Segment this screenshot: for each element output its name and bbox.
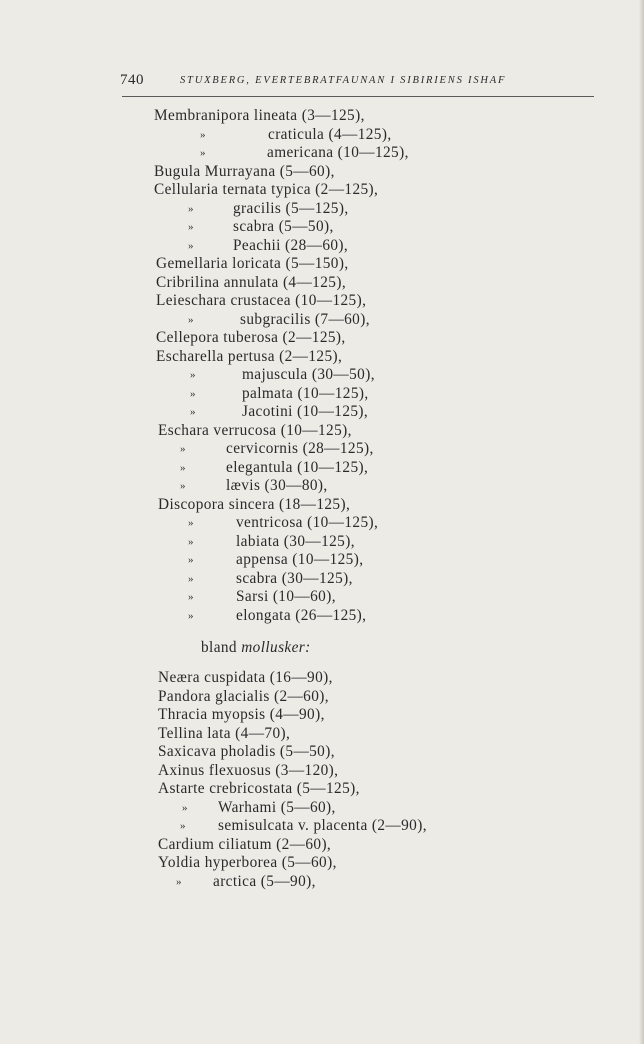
ditto-mark: » (188, 313, 194, 326)
species-name: Bugula Murrayana (5—60), (154, 162, 335, 180)
ditto-mark: » (188, 221, 194, 233)
species-name: scabra (5—50), (233, 218, 334, 235)
species-name: Sarsi (10—60), (236, 588, 336, 605)
bryozoa-entry (0, 255, 644, 274)
page-edge (639, 0, 644, 1044)
bryozoa-entry (0, 292, 644, 311)
mollusca-entry (0, 669, 644, 688)
mollusca-entry (0, 817, 644, 836)
mollusca-list (0, 669, 644, 891)
bryozoa-entry (0, 496, 644, 515)
species-name: palmata (10—125), (242, 384, 369, 402)
mollusca-entry (0, 688, 644, 707)
bryozoa-entry (0, 218, 644, 237)
species-name: Gemellaria loricata (5—150), (156, 255, 349, 272)
bryozoa-entry (0, 570, 644, 589)
species-name: Cellularia ternata typica (2—125), (154, 181, 379, 198)
mollusca-entry (0, 854, 644, 873)
species-name: Peachii (28—60), (233, 236, 349, 254)
species-list (0, 107, 644, 891)
species-name: Escharella pertusa (2—125), (156, 347, 343, 365)
bryozoa-entry (0, 237, 644, 256)
species-name: arctica (5—90), (213, 872, 316, 890)
species-name: Yoldia hyperborea (5—60), (158, 854, 337, 871)
mollusca-entry (0, 762, 644, 781)
bryozoa-entry (0, 107, 644, 126)
ditto-mark: » (190, 406, 196, 418)
bryozoa-entry (0, 477, 644, 496)
bryozoa-entry (0, 144, 644, 163)
bryozoa-entry (0, 422, 644, 441)
ditto-mark: » (188, 572, 194, 585)
mollusca-entry (0, 780, 644, 799)
species-name: scabra (30—125), (236, 569, 353, 587)
bryozoa-entry (0, 607, 644, 626)
species-name: gracilis (5—125), (233, 199, 349, 217)
bryozoa-entry (0, 200, 644, 219)
bryozoa-list (0, 107, 644, 625)
section-subheading (0, 637, 644, 659)
bryozoa-entry (0, 126, 644, 145)
bryozoa-entry (0, 274, 644, 293)
ditto-mark: » (190, 369, 196, 381)
bryozoa-entry (0, 181, 644, 200)
ditto-mark: » (200, 147, 206, 159)
species-name: Warhami (5—60), (218, 798, 336, 816)
species-name: subgracilis (7—60), (240, 310, 370, 328)
running-title: STUXBERG, EVERTEBRATFAUNAN I SIBIRIENS ISHAF (180, 75, 507, 86)
header-rule (122, 96, 594, 97)
species-name: majuscula (30—50), (242, 366, 375, 383)
species-name: Eschara verrucosa (10—125), (158, 421, 352, 439)
species-name: appensa (10—125), (236, 551, 364, 568)
species-name: Tellina lata (4—70), (158, 724, 291, 742)
species-name: elegantula (10—125), (226, 458, 369, 476)
species-name: craticula (4—125), (268, 125, 392, 143)
species-name: Cardium ciliatum (2—60), (158, 835, 332, 853)
bryozoa-entry (0, 385, 644, 404)
species-name: cervicornis (28—125), (226, 440, 374, 457)
bryozoa-entry (0, 533, 644, 552)
bryozoa-entry (0, 551, 644, 570)
ditto-mark: » (180, 820, 186, 832)
mollusca-entry (0, 873, 644, 892)
species-name: Cellepora tuberosa (2—125), (156, 329, 346, 346)
bryozoa-entry (0, 163, 644, 182)
species-name: Leieschara crustacea (10—125), (156, 292, 367, 309)
species-name: elongata (26—125), (236, 606, 367, 624)
bryozoa-entry (0, 311, 644, 330)
ditto-mark: » (188, 535, 194, 548)
ditto-mark: » (188, 554, 194, 566)
species-name: labiata (30—125), (236, 532, 355, 550)
species-name: Astarte crebricostata (5—125), (158, 780, 360, 797)
ditto-mark: » (180, 443, 186, 455)
ditto-mark: » (188, 202, 194, 215)
bryozoa-entry (0, 348, 644, 367)
species-name: lævis (30—80), (226, 477, 328, 494)
ditto-mark: » (188, 517, 194, 529)
subheading-prefix: bland (201, 639, 237, 656)
ditto-mark: » (200, 128, 206, 141)
bryozoa-entry (0, 588, 644, 607)
species-name: americana (10—125), (267, 144, 409, 161)
species-name: Thracia myopsis (4—90), (158, 706, 325, 723)
ditto-mark: » (180, 480, 186, 492)
ditto-mark: » (190, 387, 196, 400)
species-name: Axinus flexuosus (3—120), (158, 761, 339, 779)
ditto-mark: » (188, 239, 194, 252)
mollusca-entry (0, 743, 644, 762)
species-name: Discopora sincera (18—125), (158, 495, 351, 513)
page-number: 740 (120, 72, 144, 88)
species-name: Pandora glacialis (2—60), (158, 687, 329, 705)
subheading-italic: mollusker: (241, 639, 311, 656)
bryozoa-entry (0, 459, 644, 478)
species-name: ventricosa (10—125), (236, 514, 379, 531)
bryozoa-entry (0, 403, 644, 422)
ditto-mark: » (180, 461, 186, 474)
bryozoa-entry (0, 329, 644, 348)
mollusca-entry (0, 706, 644, 725)
bryozoa-entry (0, 514, 644, 533)
ditto-mark: » (188, 609, 194, 622)
mollusca-entry (0, 725, 644, 744)
bryozoa-entry (0, 440, 644, 459)
species-name: Jacotini (10—125), (242, 403, 369, 420)
mollusca-entry (0, 836, 644, 855)
ditto-mark: » (176, 875, 182, 888)
species-name: Cribrilina annulata (4—125), (156, 273, 347, 291)
bryozoa-entry (0, 366, 644, 385)
species-name: Neæra cuspidata (16—90), (158, 669, 333, 686)
page-header (120, 72, 600, 90)
ditto-mark: » (182, 801, 188, 814)
ditto-mark: » (188, 591, 194, 603)
species-name: Membranipora lineata (3—125), (154, 107, 365, 124)
species-name: semisulcata v. placenta (2—90), (218, 817, 427, 834)
species-name: Saxicava pholadis (5—50), (158, 743, 335, 760)
mollusca-entry (0, 799, 644, 818)
